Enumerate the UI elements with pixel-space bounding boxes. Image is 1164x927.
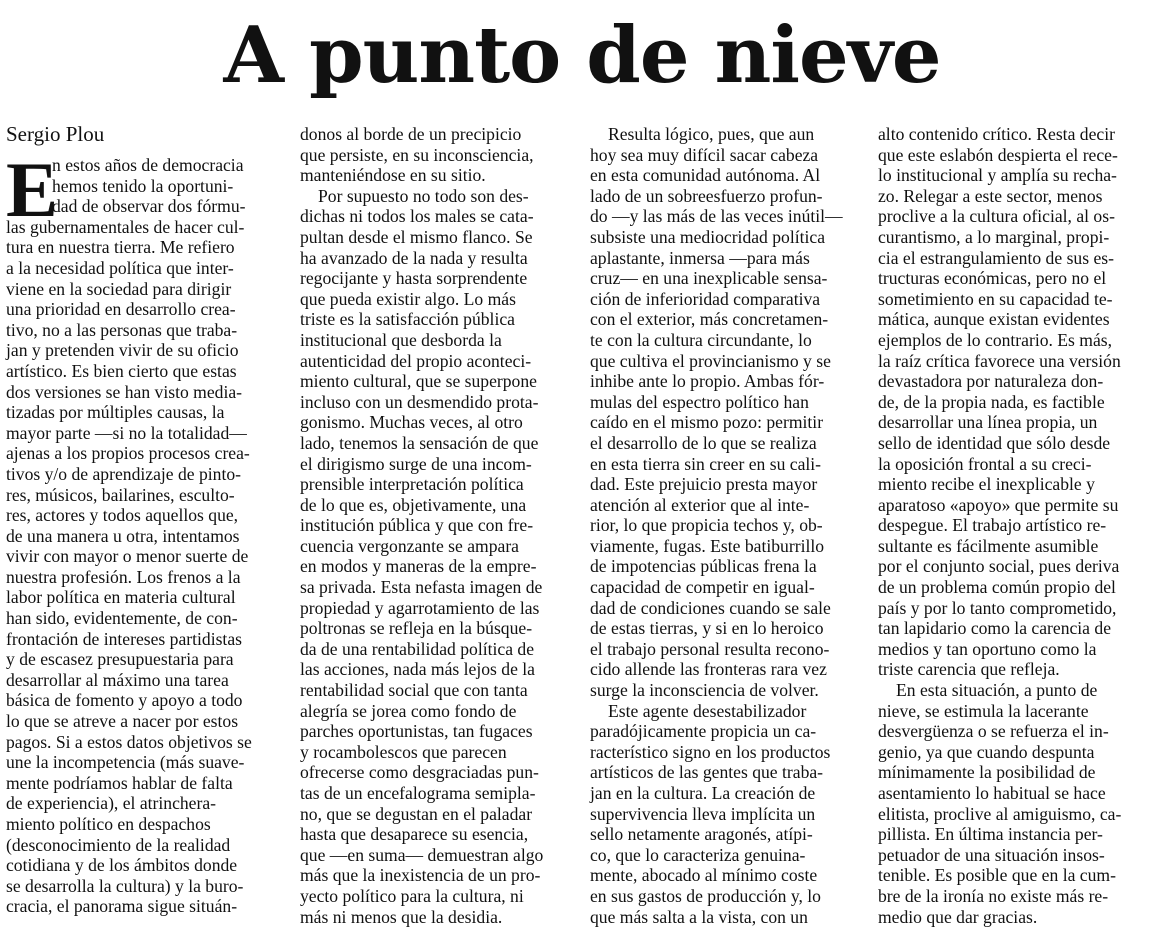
text-line: triste es la satisfacción pública (300, 309, 515, 330)
text-line: las acciones, nada más lejos de la (300, 659, 535, 680)
text-line: parches oportunistas, tan fugaces (300, 721, 533, 742)
text-line: y rocambolescos que parecen (300, 741, 507, 762)
text-line: a la necesidad política que inter- (6, 257, 234, 278)
text-line: de lo que es, objetivamente, una (300, 494, 527, 515)
text-line: con el exterior, más concretamen- (590, 309, 829, 330)
text-line: devastadora por naturaleza don- (878, 371, 1104, 392)
text-line: dad de condiciones cuando se sale (590, 597, 831, 618)
text-line: paradójicamente propicia un ca- (590, 721, 817, 742)
text-line: medios y tan oportuno como la (878, 638, 1097, 659)
text-line: asentamiento lo habitual se hace (878, 783, 1106, 803)
text-line: elitista, proclive al amiguismo, ca- (878, 803, 1122, 824)
text-line: ción de inferioridad comparativa (590, 288, 821, 309)
text-line: (desconocimiento de la realidad (6, 834, 231, 855)
text-line: te con la cultura circundante, lo (590, 329, 812, 350)
text-line: de, de la propia nada, es factible (878, 391, 1105, 412)
text-line: regocijante y hasta sorprendente (300, 268, 528, 289)
text-line: res, músicos, bailarines, esculto- (6, 484, 235, 505)
text-line: bre de la ironía no existe más re- (878, 885, 1109, 906)
text-line: surge la inconsciencia de volver. (590, 680, 819, 701)
text-line: de un problema común propio del (878, 577, 1116, 598)
text-line: que pueda existir algo. Lo más (300, 288, 516, 309)
text-line: de estas tierras, y si en lo heroico (590, 618, 824, 639)
text-line: curantismo, a lo marginal, propi- (878, 226, 1110, 247)
text-line: frontación de intereses partidistas (6, 628, 242, 649)
text-line: zo. Relegar a este sector, menos (878, 185, 1103, 206)
text-line: el trabajo personal resulta recono- (590, 638, 830, 659)
text-line: En esta situación, a punto de (896, 680, 1098, 701)
text-line: jan en la cultura. La creación de (590, 783, 816, 803)
text-line: dos versiones se han visto media- (6, 381, 243, 402)
text-line: y de escasez presupuestaria para (6, 649, 234, 670)
text-line: de experiencia), el atrinchera- (6, 793, 217, 814)
text-line: petuador de una situación insos- (878, 844, 1105, 865)
text-line: cia el estrangulamiento de sus es- (878, 247, 1114, 268)
text-line: mática, aunque existan evidentes (878, 309, 1110, 330)
text-line: aparatoso «apoyo» que permite su (878, 494, 1119, 515)
text-line: mínimamente la posibilidad de (878, 762, 1096, 783)
text-line: las gubernamentales de hacer cul- (6, 216, 245, 237)
column-4 (878, 124, 1158, 927)
text-line: rentabilidad social que con tanta (300, 680, 528, 701)
text-line: cido allende las fronteras rara vez (590, 659, 827, 680)
text-line: do —y las más de las veces inútil— (590, 206, 843, 227)
text-line: sello netamente aragonés, atípi- (590, 824, 813, 845)
text-line: miento cultural, que se superpone (300, 371, 537, 392)
column-1 (6, 146, 276, 917)
text-line: la raíz crítica favorece una versión (878, 350, 1121, 371)
text-line: que persiste, en su inconsciencia, (300, 144, 534, 165)
text-line: cuencia vergonzante se ampara (300, 535, 519, 556)
text-line: lo que se atreve a nacer por estos (6, 711, 239, 732)
text-line: manteniéndose en su sitio. (300, 165, 486, 186)
text-line: tura en nuestra tierra. Me refiero (6, 237, 235, 258)
text-line: básica de fomento y apoyo a todo (6, 690, 243, 711)
text-line: gonismo. Muchas veces, al otro (300, 412, 523, 433)
text-line: país y por lo tanto comprometido, (878, 597, 1117, 618)
text-line: genio, ya que cuando despunta (878, 741, 1095, 762)
text-line: dichas ni todos los males se cata- (300, 206, 534, 227)
text-line: miento político en despachos (6, 814, 211, 834)
text-line: tizadas por múltiples causas, la (6, 402, 225, 423)
text-line: una prioridad en desarrollo crea- (6, 299, 236, 320)
text-line: tivo, no a las personas que traba- (6, 319, 238, 340)
text-line: tas de un encefalograma semipla- (300, 783, 536, 803)
text-line: res, actores y todos aquellos que, (6, 505, 239, 526)
text-line: de impotencias públicas frena la (590, 556, 817, 577)
text-line: subsiste una mediocridad política (590, 226, 826, 247)
text-line: jan y pretenden vivir de su oficio (6, 340, 239, 361)
text-line: en esta tierra sin creer en su cali- (590, 453, 822, 474)
text-line: no, que se degustan en el paladar (300, 803, 533, 824)
text-line: artístico. Es bien cierto que estas (6, 360, 237, 381)
text-line: artísticos de las gentes que traba- (590, 762, 824, 783)
text-line: la oposición frontal a su creci- (878, 453, 1092, 474)
text-line: ofrecerse como desgraciadas pun- (300, 762, 539, 783)
text-line: Resulta lógico, pues, que aun (608, 124, 815, 144)
text-line: ejemplos de lo contrario. Es más, (878, 329, 1113, 350)
text-line: alegría se jorea como fondo de (300, 700, 517, 721)
text-line: alto contenido crítico. Resta decir (878, 124, 1115, 144)
text-line: el dirigismo surge de una incom- (300, 453, 532, 474)
text-line: pagos. Si a estos datos objetivos se (6, 731, 252, 752)
text-line: nieve, se estimula la lacerante (878, 700, 1089, 721)
text-line: miento recibe el inexplicable y (878, 474, 1095, 495)
text-line: triste carencia que refleja. (878, 659, 1060, 680)
text-line: medio que dar gracias. (878, 906, 1038, 927)
text-line: de una manera u otra, intentamos (6, 525, 240, 546)
text-line: prensible interpretación política (300, 474, 524, 495)
text-line: vivir con mayor o menor suerte de (6, 546, 249, 567)
text-line: cracia, el panorama sigue situán- (6, 896, 238, 917)
column-2 (300, 124, 572, 927)
text-line: que —en suma— demuestran algo (300, 844, 544, 865)
text-line: rior, lo que propicia techos y, ob- (590, 515, 823, 536)
text-line: en esta comunidad autónoma. Al (590, 165, 821, 186)
text-line: institución pública y que con fre- (300, 515, 534, 536)
text-line: despegue. El trabajo artístico re- (878, 515, 1107, 536)
text-line: lo institucional y amplía su recha- (878, 165, 1117, 186)
text-line: sa privada. Esta nefasta imagen de (300, 577, 543, 598)
text-line: Por supuesto no todo son des- (318, 185, 529, 206)
text-line: mente podríamos hablar de falta (6, 772, 233, 793)
text-line: autenticidad del propio aconteci- (300, 350, 532, 371)
text-line: en modos y maneras de la empre- (300, 556, 537, 577)
text-line: desarrollar una línea propia, un (878, 412, 1098, 433)
text-line: yecto político para la cultura, ni (300, 885, 524, 906)
text-line: labor política en materia cultural (6, 587, 236, 608)
text-line: cruz— en una inexplicable sensa- (590, 268, 828, 289)
text-line: hoy sea muy difícil sacar cabeza (590, 144, 819, 165)
text-line: más ni menos que la desidia. (300, 906, 503, 927)
text-line: hemos tenido la oportuni- (52, 175, 234, 196)
byline: Sergio Plou (6, 122, 105, 146)
text-line: viene en la sociedad para dirigir (6, 278, 232, 299)
text-line: sultante es fácilmente asumible (878, 535, 1099, 556)
text-line: mente, abocado al mínimo coste (590, 865, 818, 886)
text-line: que cultiva el provincianismo y se (590, 350, 831, 371)
text-line: el desarrollo de lo que se realiza (590, 432, 817, 453)
text-line: capacidad de competir en igual- (590, 577, 815, 598)
text-line: da de una rentabilidad política de (300, 638, 535, 659)
text-line: han sido, evidentemente, de con- (6, 608, 238, 629)
text-line: más que la inexistencia de un pro- (300, 865, 541, 886)
text-line: tivos y/o de aprendizaje de pinto- (6, 463, 241, 484)
text-line: hasta que desaparece su esencia, (300, 824, 529, 845)
text-line: tructuras económicas, pero no el (878, 268, 1107, 289)
text-line: poltronas se refleja en la búsque- (300, 618, 533, 639)
text-line: desvergüenza o se refuerza el in- (878, 721, 1109, 742)
text-line: donos al borde de un precipicio (300, 124, 522, 144)
text-line: se desarrolla la cultura) y la buro- (6, 875, 244, 896)
text-line: tenible. Es posible que en la cum- (878, 865, 1116, 886)
text-line: propiedad y agarrotamiento de las (300, 597, 540, 618)
text-line: co, que lo caracteriza genuina- (590, 844, 806, 865)
text-line: caído en el mismo pozo: permitir (590, 412, 824, 433)
text-line: pillista. En última instancia per- (878, 824, 1103, 845)
text-line: n estos años de democracia (52, 155, 244, 175)
text-line: tan lapidario como la carencia de (878, 618, 1111, 639)
text-line: aplastante, inmersa —para más (590, 247, 810, 268)
text-line: que este eslabón despierta el rece- (878, 144, 1118, 165)
text-line: ha avanzado de la nada y resulta (300, 247, 528, 268)
text-line: desarrollar al máximo una tarea (6, 669, 229, 690)
text-line: que más salta a la vista, con un (590, 906, 808, 927)
text-line: mulas del espectro político han (590, 391, 809, 412)
text-line: Este agente desestabilizador (608, 700, 807, 721)
text-line: lado de un sobreesfuerzo profun- (590, 185, 823, 206)
text-line: atención al exterior que al inte- (590, 494, 810, 515)
text-line: supervivencia lleva implícita un (590, 803, 816, 824)
text-line: viamente, fugas. Este batiburrillo (590, 535, 825, 556)
text-line: en sus gastos de producción y, lo (590, 885, 821, 906)
text-line: sello de identidad que sólo desde (878, 432, 1111, 453)
text-line: lado, tenemos la sensación de que (300, 432, 539, 453)
text-line: inhibe ante lo propio. Ambas fór- (590, 371, 825, 392)
text-line: ajenas a los propios procesos crea- (6, 443, 250, 464)
text-line: nuestra profesión. Los frenos a la (6, 566, 241, 587)
text-line: dad de observar dos fórmu- (52, 196, 246, 217)
text-line: racterístico signo en los productos (590, 741, 831, 762)
headline: A punto de nieve (223, 10, 941, 101)
text-line: mayor parte —si no la totalidad— (6, 422, 247, 443)
text-line: sometimiento en su capacidad te- (878, 288, 1113, 309)
column-3 (590, 124, 862, 927)
text-line: institucional que desborda la (300, 329, 502, 350)
text-line: une la incompetencia (más suave- (6, 752, 245, 773)
text-line: dad. Este prejuicio presta mayor (590, 474, 818, 495)
text-line: pultan desde el mismo flanco. Se (300, 226, 533, 247)
text-line: por el conjunto social, pues deriva (878, 556, 1120, 577)
text-line: proclive a la cultura oficial, al os- (878, 206, 1115, 227)
drop-cap: E (6, 146, 59, 233)
text-line: cotidiana y de los ámbitos donde (6, 855, 238, 876)
text-line: incluso con un desmendido prota- (300, 391, 539, 412)
